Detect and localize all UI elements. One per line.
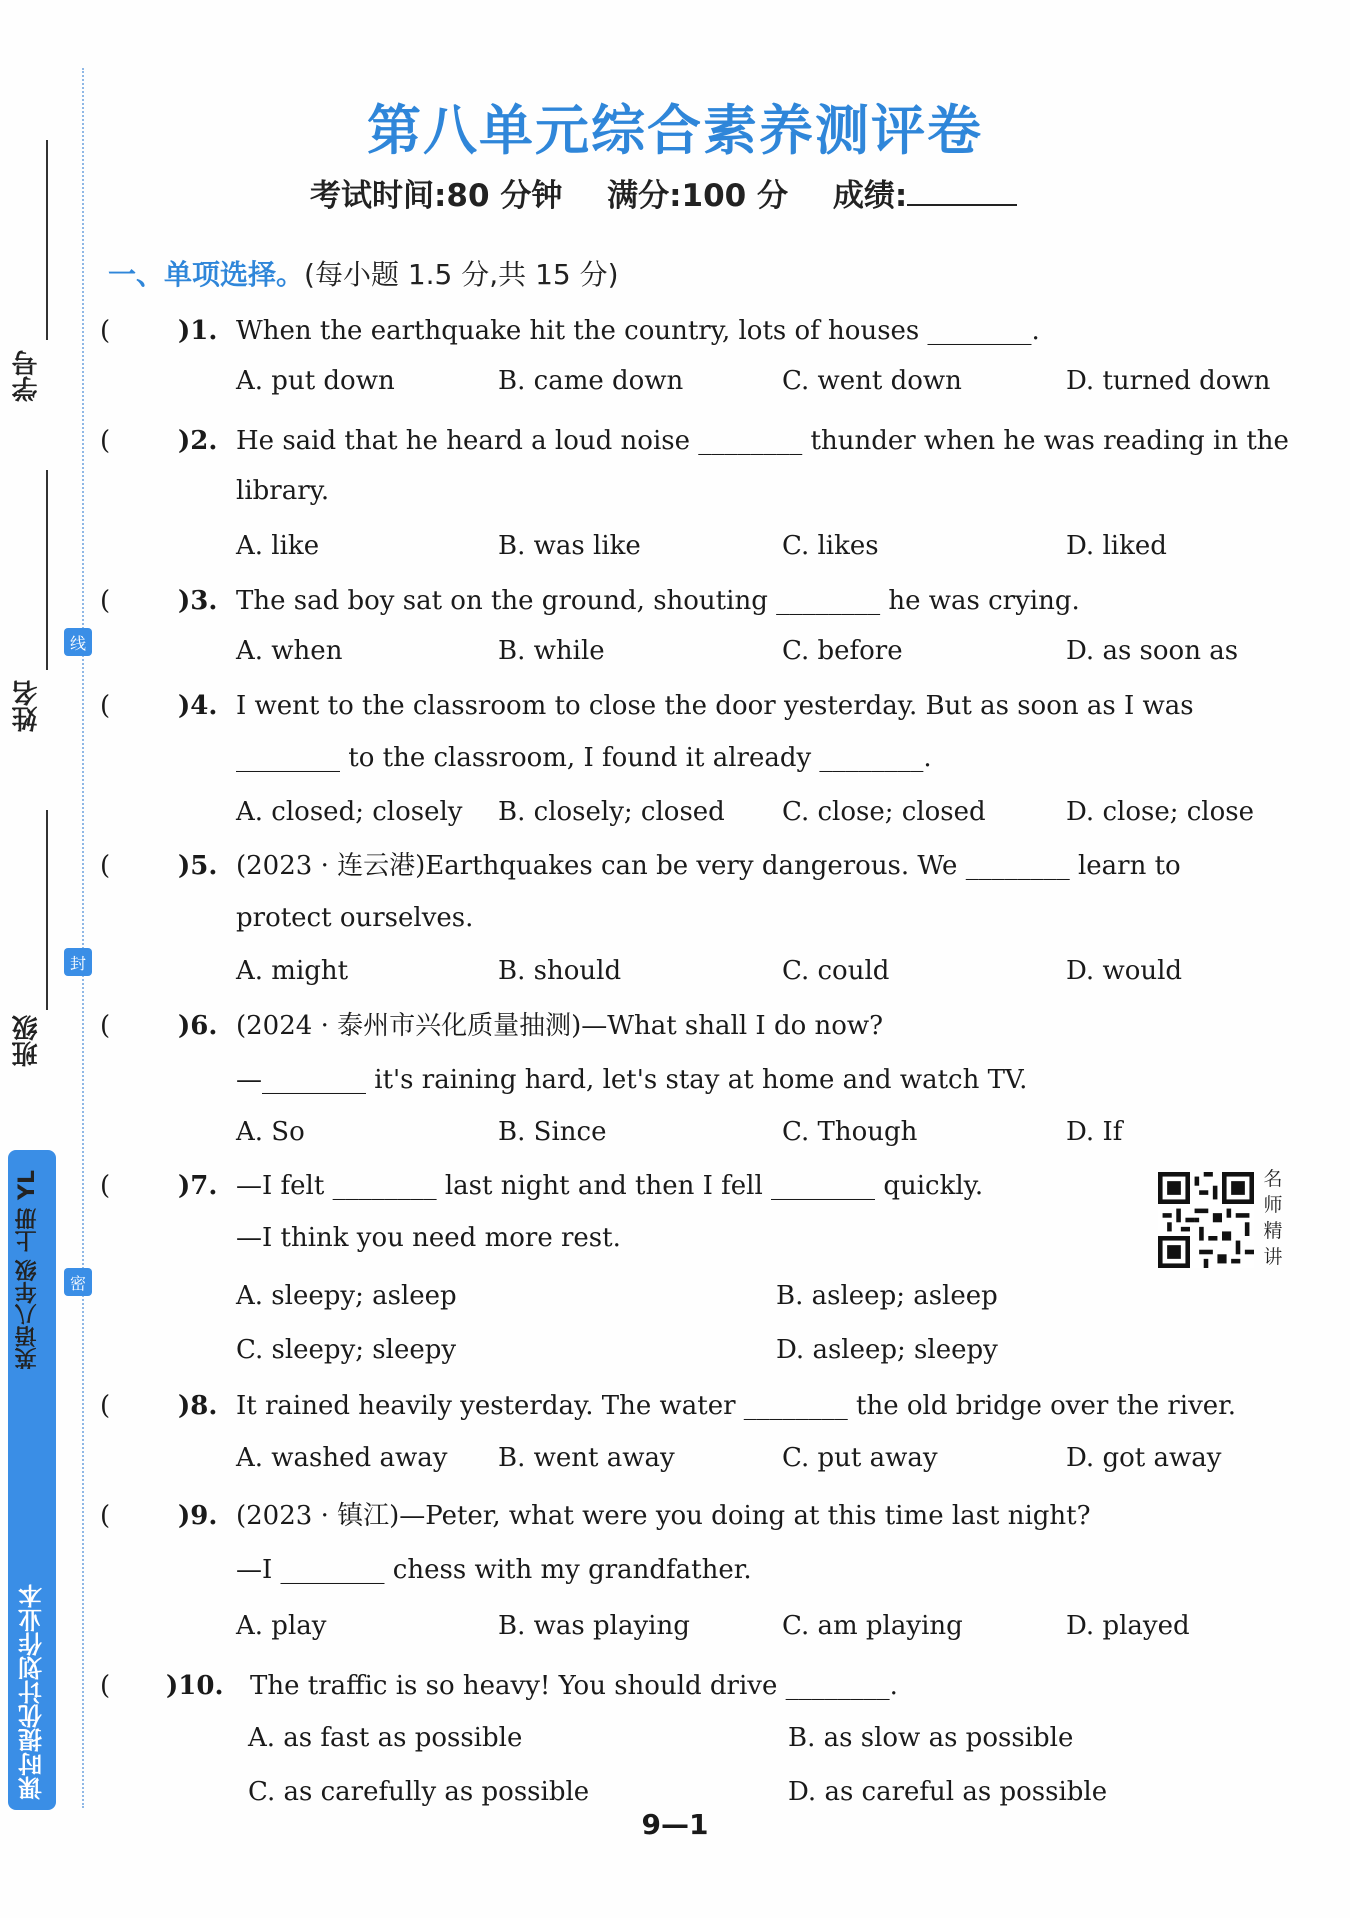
- exam-score-label: 成绩:: [832, 178, 908, 214]
- question-text-line: —I ________ chess with my grandfather.: [236, 1555, 752, 1585]
- question-text-line: The sad boy sat on the ground, shouting ________ he was crying.: [236, 586, 1080, 616]
- answer-paren-open[interactable]: (: [100, 1011, 111, 1041]
- question-text-line: ________ to the classroom, I found it already ________.: [236, 743, 932, 773]
- option-c[interactable]: C. could: [782, 956, 890, 986]
- option-a[interactable]: A. sleepy; asleep: [236, 1281, 457, 1311]
- cut-mark-secret: 密: [64, 1268, 92, 1296]
- option-d[interactable]: D. played: [1066, 1611, 1190, 1641]
- option-c[interactable]: C. close; closed: [782, 797, 986, 827]
- option-a[interactable]: A. as fast as possible: [248, 1723, 523, 1753]
- option-b[interactable]: B. was like: [498, 531, 641, 561]
- option-a[interactable]: A. like: [236, 531, 320, 561]
- question-text-line: (2024 · 泰州市兴化质量抽测)—What shall I do now?: [236, 1011, 884, 1041]
- option-a[interactable]: A. closed; closely: [236, 797, 463, 827]
- banji-label: 班级: [12, 1015, 42, 1067]
- answer-paren-open[interactable]: (: [100, 1391, 111, 1421]
- option-a[interactable]: A. when: [236, 636, 343, 666]
- option-a[interactable]: A. So: [236, 1117, 305, 1147]
- question-text-line: protect ourselves.: [236, 903, 474, 933]
- question-text-line: —________ it's raining hard, let's stay at home and watch TV.: [236, 1065, 1028, 1095]
- option-b[interactable]: B. while: [498, 636, 605, 666]
- xuehao-label: 学号: [12, 350, 42, 402]
- option-b[interactable]: B. came down: [498, 366, 684, 396]
- question-text-line: —I felt ________ last night and then I fell ________ quickly.: [236, 1171, 984, 1201]
- option-a[interactable]: A. might: [236, 956, 349, 986]
- question-text-line: I went to the classroom to close the door yesterday. But as soon as I was: [236, 691, 1194, 721]
- question-text-line: (2023 · 镇江)—Peter, what were you doing at this time last night?: [236, 1501, 1091, 1531]
- answer-paren-open[interactable]: (: [100, 426, 111, 456]
- question-text-line: When the earthquake hit the country, lots of houses ________.: [236, 316, 1040, 346]
- option-c[interactable]: C. am playing: [782, 1611, 963, 1641]
- answer-paren-open[interactable]: (: [100, 1501, 111, 1531]
- page-title: 第八单元综合素养测评卷: [367, 99, 983, 162]
- section-heading: [108, 253, 619, 293]
- binding-dotted-line: [82, 68, 84, 1808]
- grade-label: 英语八年级 上册 YL: [15, 1170, 40, 1370]
- question-number: )8.: [178, 1391, 218, 1421]
- option-b[interactable]: B. closely; closed: [498, 797, 725, 827]
- question-text-line: It rained heavily yesterday. The water ________ the old bridge over the river.: [236, 1391, 1237, 1421]
- question-text-line: —I think you need more rest.: [236, 1223, 621, 1253]
- answer-paren-open[interactable]: (: [100, 586, 111, 616]
- option-d[interactable]: D. as careful as possible: [788, 1777, 1108, 1807]
- answer-paren-open[interactable]: (: [100, 316, 111, 346]
- answer-paren-open[interactable]: (: [100, 851, 111, 881]
- exam-time: 考试时间:80 分钟: [310, 178, 563, 214]
- option-d[interactable]: D. would: [1066, 956, 1183, 986]
- option-d[interactable]: D. asleep; sleepy: [776, 1335, 998, 1365]
- option-c[interactable]: C. went down: [782, 366, 962, 396]
- series-name: 课时提优计划作业本: [18, 1584, 47, 1800]
- question-text-line: He said that he heard a loud noise ________ thunder when he was reading in the: [236, 426, 1289, 456]
- option-c[interactable]: C. Though: [782, 1117, 918, 1147]
- answer-paren-open[interactable]: (: [100, 691, 111, 721]
- question-number: )6.: [178, 1011, 218, 1041]
- answer-paren-open[interactable]: (: [100, 1171, 111, 1201]
- option-a[interactable]: A. put down: [236, 366, 395, 396]
- question-number: )10.: [166, 1671, 224, 1701]
- option-b[interactable]: B. Since: [498, 1117, 607, 1147]
- score-blank[interactable]: [907, 178, 1017, 206]
- option-d[interactable]: D. turned down: [1066, 366, 1271, 396]
- option-a[interactable]: A. play: [236, 1611, 327, 1641]
- question-number: )2.: [178, 426, 218, 456]
- question-number: )5.: [178, 851, 218, 881]
- option-c[interactable]: C. before: [782, 636, 903, 666]
- option-b[interactable]: B. should: [498, 956, 622, 986]
- option-d[interactable]: D. If: [1066, 1117, 1123, 1147]
- option-c[interactable]: C. put away: [782, 1443, 938, 1473]
- exam-info: [310, 170, 1051, 215]
- qr-code-icon: [1158, 1172, 1254, 1268]
- option-d[interactable]: D. got away: [1066, 1443, 1222, 1473]
- xingming-line: [46, 470, 48, 670]
- option-d[interactable]: D. as soon as: [1066, 636, 1239, 666]
- question-text-line: (2023 · 连云港)Earthquakes can be very dangerous. We ________ learn to: [236, 851, 1181, 881]
- option-b[interactable]: B. as slow as possible: [788, 1723, 1074, 1753]
- question-number: )4.: [178, 691, 218, 721]
- page-number: 9—1: [641, 1808, 709, 1841]
- option-c[interactable]: C. likes: [782, 531, 879, 561]
- section-title: 一、单项选择。: [108, 258, 305, 291]
- question-number: )9.: [178, 1501, 218, 1531]
- question-number: )1.: [178, 316, 218, 346]
- option-c[interactable]: C. sleepy; sleepy: [236, 1335, 457, 1365]
- xingming-label: 姓名: [12, 680, 42, 732]
- qr-caption: 名师精讲: [1263, 1168, 1283, 1268]
- answer-paren-open[interactable]: (: [100, 1671, 111, 1701]
- question-text-line: The traffic is so heavy! You should drive ________.: [250, 1671, 898, 1701]
- option-d[interactable]: D. liked: [1066, 531, 1167, 561]
- option-d[interactable]: D. close; close: [1066, 797, 1254, 827]
- cut-mark-line: 线: [64, 628, 92, 656]
- option-c[interactable]: C. as carefully as possible: [248, 1777, 590, 1807]
- question-number: )3.: [178, 586, 218, 616]
- xuehao-line: [46, 140, 48, 340]
- option-b[interactable]: B. was playing: [498, 1611, 690, 1641]
- option-a[interactable]: A. washed away: [236, 1443, 448, 1473]
- question-number: )7.: [178, 1171, 218, 1201]
- banji-line: [46, 810, 48, 1010]
- cut-mark-seal: 封: [64, 948, 92, 976]
- exam-full-score: 满分:100 分: [607, 178, 789, 214]
- question-text-line: library.: [236, 476, 330, 506]
- option-b[interactable]: B. asleep; asleep: [776, 1281, 998, 1311]
- section-note: (每小题 1.5 分,共 15 分): [304, 258, 619, 291]
- option-b[interactable]: B. went away: [498, 1443, 675, 1473]
